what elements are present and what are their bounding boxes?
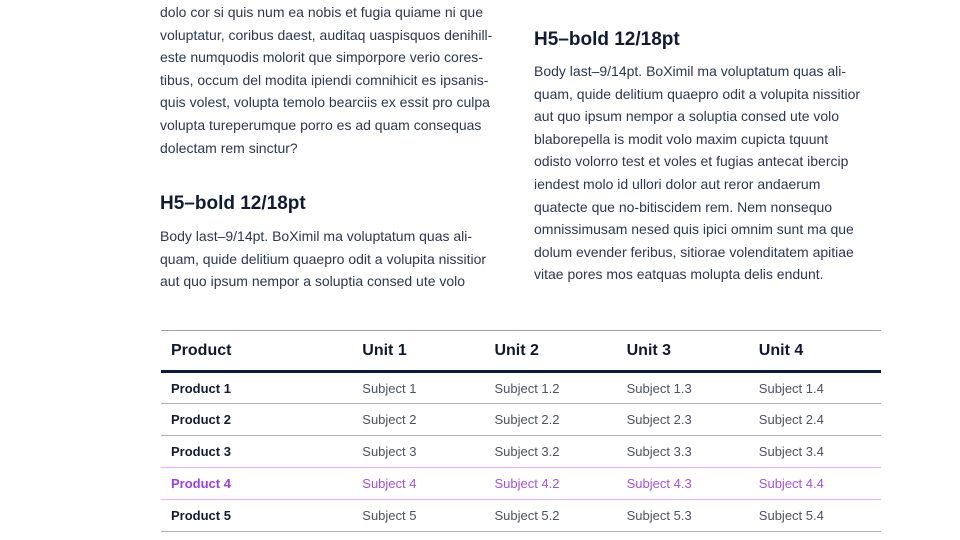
left-heading-block — [160, 192, 495, 216]
table-cell: Subject 5.2 — [494, 508, 560, 523]
table-cell: Subject 3 — [362, 444, 417, 459]
table-cell: Subject 2.2 — [494, 412, 560, 427]
table-cell: Subject 2.3 — [626, 412, 692, 427]
right-body-block — [534, 60, 869, 286]
table-cell: Subject 5.3 — [626, 508, 692, 523]
section-heading: H5–bold 12/18pt — [534, 29, 680, 50]
table-row-highlighted — [161, 468, 881, 500]
table-row — [161, 436, 881, 468]
table-cell: Subject 3.4 — [758, 444, 824, 459]
left-body-block — [160, 225, 495, 293]
table-cell: Subject 2.4 — [758, 412, 824, 427]
row-product-name: Product 5 — [171, 508, 231, 523]
table-cell: Subject 4.4 — [758, 476, 824, 491]
column-header-unit-3: Unit 3 — [626, 341, 672, 359]
row-product-name: Product 4 — [171, 476, 231, 491]
body-paragraph: Body last–9/14pt. BoXimil ma voluptatum quas ali-quam, quide delitium quaepro odit a volupita nissitior aut quo ipsum nempor a soluptia consed ute volo blaborepella is modit volo maxim cupicta tquunt odisto volorro test et voles et fugias antecat ibercip iendest molo id ullori dolor aut reror andaerum quatecte que no-bitiscidem rem. Nem nonsequo omnissimusam nesed quis ipici omnim sunt ma que dolum evender feribus, sitiorae volenditatem apitiae vitae pores mos eatquas molupta delis endunt. — [534, 63, 861, 283]
row-product-name: Product 3 — [171, 444, 231, 459]
table-header-row — [161, 331, 881, 372]
table-cell: Subject 4.2 — [494, 476, 560, 491]
left-top-paragraph — [160, 1, 495, 159]
right-heading-block — [534, 28, 869, 52]
table-cell: Subject 3.2 — [494, 444, 560, 459]
table-cell: Subject 5.4 — [758, 508, 824, 523]
column-header-unit-4: Unit 4 — [758, 341, 804, 359]
table-row — [161, 404, 881, 436]
product-table — [161, 330, 881, 532]
section-heading: H5–bold 12/18pt — [160, 193, 306, 214]
table-row — [161, 500, 881, 532]
table-cell: Subject 4.3 — [626, 476, 692, 491]
row-product-name: Product 1 — [171, 380, 231, 396]
table-cell: Subject 4 — [362, 476, 417, 491]
table-cell: Subject 1.2 — [494, 380, 560, 396]
table-cell: Subject 5 — [362, 508, 417, 523]
table-cell: Subject 3.3 — [626, 444, 692, 459]
table-cell: Subject 1 — [362, 380, 417, 396]
table-row — [161, 372, 881, 404]
column-header-product: Product — [171, 341, 232, 359]
column-header-unit-2: Unit 2 — [494, 341, 539, 359]
table-cell: Subject 1.4 — [758, 380, 824, 396]
body-paragraph: Body last–9/14pt. BoXimil ma voluptatum quas ali-quam, quide delitium quaepro odit a volupita nissitior aut quo ipsum nempor a soluptia consed ute volo — [160, 228, 487, 290]
body-paragraph: dolo cor si quis num ea nobis et fugia quiame ni que voluptatur, coribus daest, auditaq uaspisquos denihill-este numquodis molorit que simporpore verio cores-tibus, occum del modita ipiendi comnihicit es ipsanis-quis volest, volupta temolo bearciis ex essit pro culpa volupta tureperumque porro es ad quam consequas dolectam rem sinctur? — [160, 4, 493, 156]
table-cell: Subject 1.3 — [626, 380, 692, 396]
column-header-unit-1: Unit 1 — [362, 341, 407, 359]
table-cell: Subject 2 — [362, 412, 417, 427]
row-product-name: Product 2 — [171, 412, 231, 427]
